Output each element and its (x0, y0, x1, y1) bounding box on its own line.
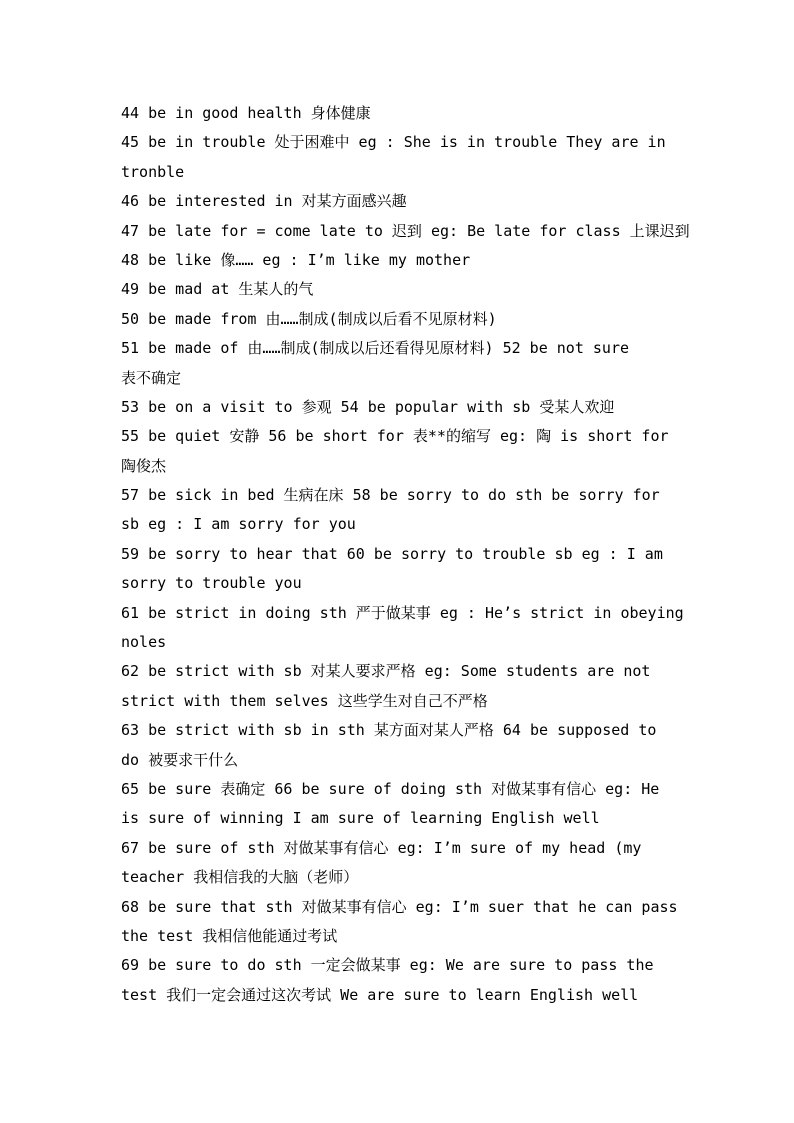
text-line: 表不确定 (121, 368, 182, 387)
text-line: 陶俊杰 (121, 456, 167, 475)
text-line: 46 be interested in 对某方面感兴趣 (121, 192, 407, 211)
text-line: 69 be sure to do sth 一定会做某事 eg: We are sure to pass the (121, 956, 654, 975)
text-line: 59 be sorry to hear that 60 be sorry to trouble sb eg : I am (121, 544, 663, 563)
text-line: 50 be made from 由……制成(制成以后看不见原材料) (121, 309, 497, 328)
text-line: is sure of winning I am sure of learning English well (121, 809, 600, 828)
text-line: 65 be sure 表确定 66 be sure of doing sth 对做某事有信心 eg: He (121, 779, 660, 798)
text-line: strict with them selves 这些学生对自己不严格 (121, 691, 488, 710)
text-line: 68 be sure that sth 对做某事有信心 eg: I’m suer that he can pass (121, 897, 678, 916)
phrase-list (121, 99, 721, 1010)
text-line: 62 be strict with sb 对某人要求严格 eg: Some students are not (121, 662, 651, 681)
text-line: 67 be sure of sth 对做某事有信心 eg: I’m sure of my head (my (121, 838, 642, 857)
text-line: 53 be on a visit to 参观 54 be popular with sb 受某人欢迎 (121, 397, 615, 416)
text-line: 57 be sick in bed 生病在床 58 be sorry to do sth be sorry for (121, 486, 660, 505)
text-line: 63 be strict with sb in sth 某方面对某人严格 64 be supposed to (121, 721, 657, 740)
text-line: 44 be in good health 身体健康 (121, 104, 371, 122)
text-line: 49 be mad at 生某人的气 (121, 280, 314, 299)
text-line: test 我们一定会通过这次考试 We are sure to learn English well (121, 985, 639, 1004)
text-line: 61 be strict in doing sth 严于做某事 eg : He’s strict in obeying (121, 603, 684, 622)
text-line: noles (121, 633, 167, 652)
text-line: tronble (121, 162, 185, 181)
text-line: 45 be in trouble 处于困难中 eg : She is in trouble They are in (121, 133, 666, 152)
text-line: 55 be quiet 安静 56 be short for 表**的缩写 eg: 陶 is short for (121, 427, 669, 446)
text-line: sb eg : I am sorry for you (121, 515, 356, 534)
text-line: 48 be like 像…… eg : I’m like my mother (121, 250, 471, 269)
text-line: 47 be late for = come late to 迟到 eg: Be late for class 上课迟到 (121, 221, 690, 240)
text-line: the test 我相信他能通过考试 (121, 926, 338, 945)
text-line: teacher 我相信我的大脑（老师） (121, 868, 359, 887)
text-line: 51 be made of 由……制成(制成以后还看得见原材料) 52 be not sure (121, 339, 630, 358)
text-line: do 被要求干什么 (121, 750, 239, 769)
text-line: sorry to trouble you (121, 574, 302, 593)
